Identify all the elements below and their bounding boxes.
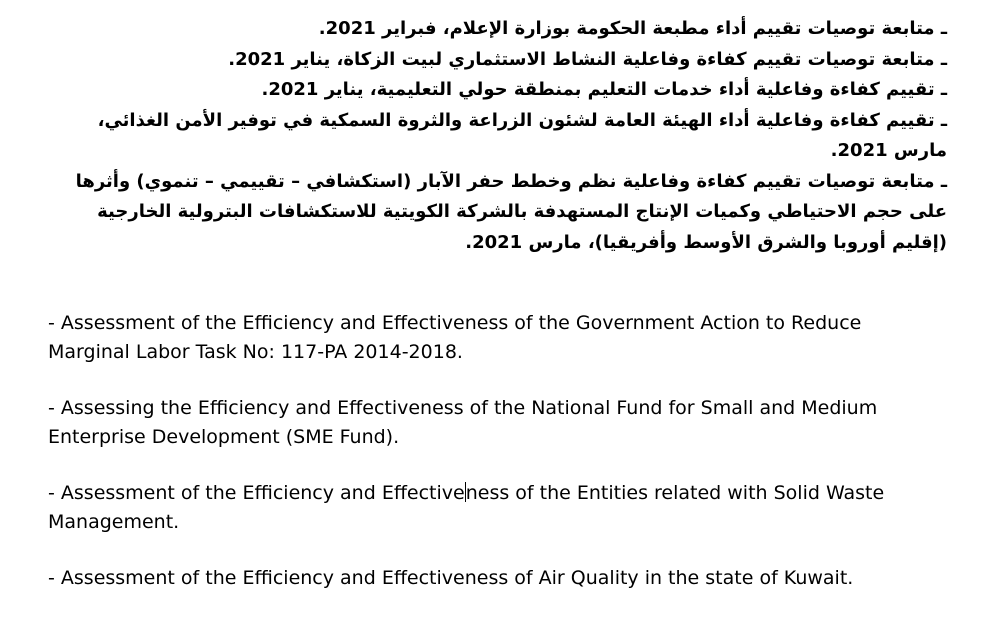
english-item-line: - Assessment of the Efficiency and Effectiveness of Air Quality in the state of Kuwait. — [48, 567, 854, 589]
english-item-line — [48, 479, 978, 508]
english-item-line: Enterprise Development (SME Fund). — [48, 425, 400, 448]
english-item-line: - Assessment of the Efficiency and Effectiveness of the Government Action to Reduce — [48, 312, 862, 334]
english-list-item[interactable] — [48, 479, 978, 536]
arabic-list-item: ـ متابعة توصيات تقييم كفاءة وفاعلية نظم وخطط حفر الآبار (استكشافي – تقييمي – تنموي) وأثرها على حجم الاحتياطي وكميات الإنتاج المستهدفة بالشركة الكويتية للاستكشافات البترولية الخارجية (إقليم أوروبا والشرق الأوسط وأفريقيا)، مارس 2021. — [75, 170, 947, 253]
english-report-list — [48, 309, 978, 621]
english-item-text: ness of the Entities related with Solid Waste — [465, 482, 885, 504]
english-item-line: Marginal Labor Task No: 117-PA 2014-2018. — [48, 340, 463, 363]
english-list-item — [48, 564, 978, 593]
english-list-item — [48, 394, 978, 451]
arabic-list-item: ـ متابعة توصيات تقييم كفاءة وفاعلية النشاط الاستثماري لبيت الزكاة، يناير 2021. — [228, 48, 947, 70]
english-item-line: Management. — [48, 510, 180, 533]
arabic-report-list — [44, 14, 947, 258]
arabic-list-item: ـ متابعة توصيات تقييم أداء مطبعة الحكومة بوزارة الإعلام، فبراير 2021. — [318, 18, 947, 39]
english-list-item — [48, 309, 978, 366]
english-item-line: - Assessing the Efficiency and Effectiveness of the National Fund for Small and Medium — [48, 397, 878, 419]
arabic-list-item: ـ تقييم كفاءة وفاعلية أداء الهيئة العامة لشئون الزراعة والثروة السمكية في توفير الأمن الغذائي، مارس 2021. — [97, 109, 947, 161]
arabic-list-item: ـ تقييم كفاءة وفاعلية أداء خدمات التعليم بمنطقة حولي التعليمية، يناير 2021. — [261, 79, 947, 100]
english-item-text: - Assessment of the Efficiency and Effective — [48, 482, 465, 504]
